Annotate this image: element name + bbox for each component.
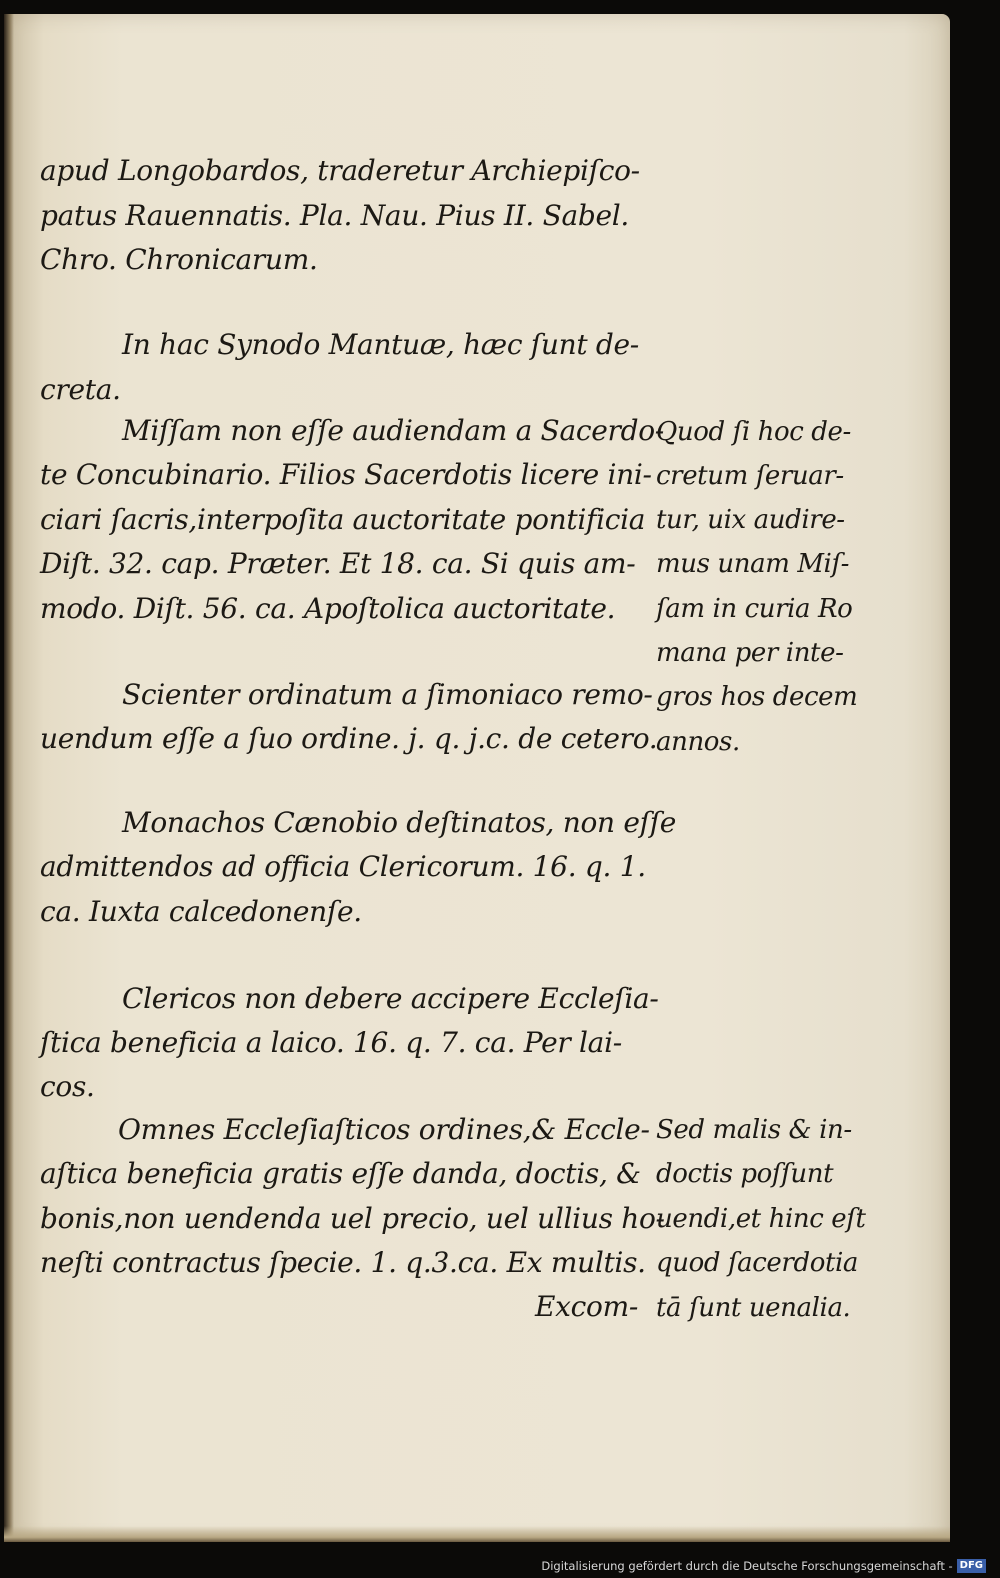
text-line: ca. Iuxta calcedonenſe. bbox=[40, 895, 362, 928]
text-line: Monachos Cænobio deſtinatos, non eſſe bbox=[122, 806, 677, 839]
credit-text: Digitalisierung gefördert durch die Deutsche Forschungsgemeinschaft - bbox=[541, 1559, 953, 1573]
text-line: In hac Synodo Mantuæ, hæc ſunt de- bbox=[122, 328, 639, 361]
margin-line: quod ſacerdotia bbox=[656, 1248, 859, 1278]
text-line: admittendos ad officia Clericorum. 16. q. 1. bbox=[40, 850, 646, 883]
margin-line: ſam in curia Ro bbox=[656, 594, 853, 624]
margin-line: annos. bbox=[656, 727, 740, 757]
margin-line: tā ſunt uenalia. bbox=[656, 1293, 851, 1323]
text-line: te Concubinario. Filios Sacerdotis licere ini- bbox=[40, 458, 652, 491]
text-line: cos. bbox=[40, 1070, 95, 1103]
text-line: Diſt. 32. cap. Præter. Et 18. ca. Si quis am- bbox=[40, 547, 636, 580]
text-line: Clericos non debere accipere Eccleſia- bbox=[122, 982, 659, 1015]
text-line: Chro. Chronicarum. bbox=[40, 243, 318, 276]
margin-line: cretum ſeruar- bbox=[656, 461, 844, 491]
text-line: aſtica beneficia gratis eſſe danda, doctis, & bbox=[40, 1157, 641, 1190]
text-line: ſtica beneficia a laico. 16. q. 7. ca. Per lai- bbox=[40, 1026, 622, 1059]
dfg-logo: DFG bbox=[957, 1559, 986, 1573]
text-line: neſti contractus ſpecie. 1. q.3.ca. Ex multis. bbox=[40, 1246, 646, 1279]
page-gutter-shadow bbox=[4, 14, 14, 1542]
text-line: Omnes Eccleſiaſticos ordines,& Eccle- bbox=[118, 1113, 650, 1146]
margin-line: gros hos decem bbox=[656, 682, 858, 712]
margin-line: Sed malis & in- bbox=[656, 1115, 852, 1145]
text-line: creta. bbox=[40, 373, 121, 406]
margin-line: Quod ſi hoc de- bbox=[656, 417, 851, 447]
text-line: Scienter ordinatum a ſimoniaco remo- bbox=[122, 678, 653, 711]
text-line: patus Rauennatis. Pla. Nau. Pius II. Sabel. bbox=[40, 199, 629, 232]
margin-line: doctis poſſunt bbox=[656, 1159, 834, 1189]
margin-line: mus unam Miſ- bbox=[656, 549, 850, 579]
catchword: Excom- bbox=[535, 1290, 638, 1323]
margin-line: tur, uix audire- bbox=[656, 505, 845, 535]
text-line: Miſſam non eſſe audiendam a Sacerdo- bbox=[122, 414, 664, 447]
text-line: apud Longobardos, traderetur Archiepiſco- bbox=[40, 154, 640, 187]
digitization-credit bbox=[541, 1556, 986, 1576]
text-line: modo. Diſt. 56. ca. Apoſtolica auctoritate. bbox=[40, 592, 616, 625]
margin-line: uendi,et hinc eſt bbox=[656, 1204, 866, 1234]
text-line: bonis,non uendenda uel precio, uel ullius ho- bbox=[40, 1202, 665, 1235]
text-line: uendum eſſe a ſuo ordine. j. q. j.c. de cetero. bbox=[40, 722, 658, 755]
page-bottom-edge bbox=[4, 1526, 950, 1542]
margin-line: mana per inte- bbox=[656, 638, 844, 668]
text-line: ciari ſacris,interpoſita auctoritate pontificia bbox=[40, 503, 646, 536]
